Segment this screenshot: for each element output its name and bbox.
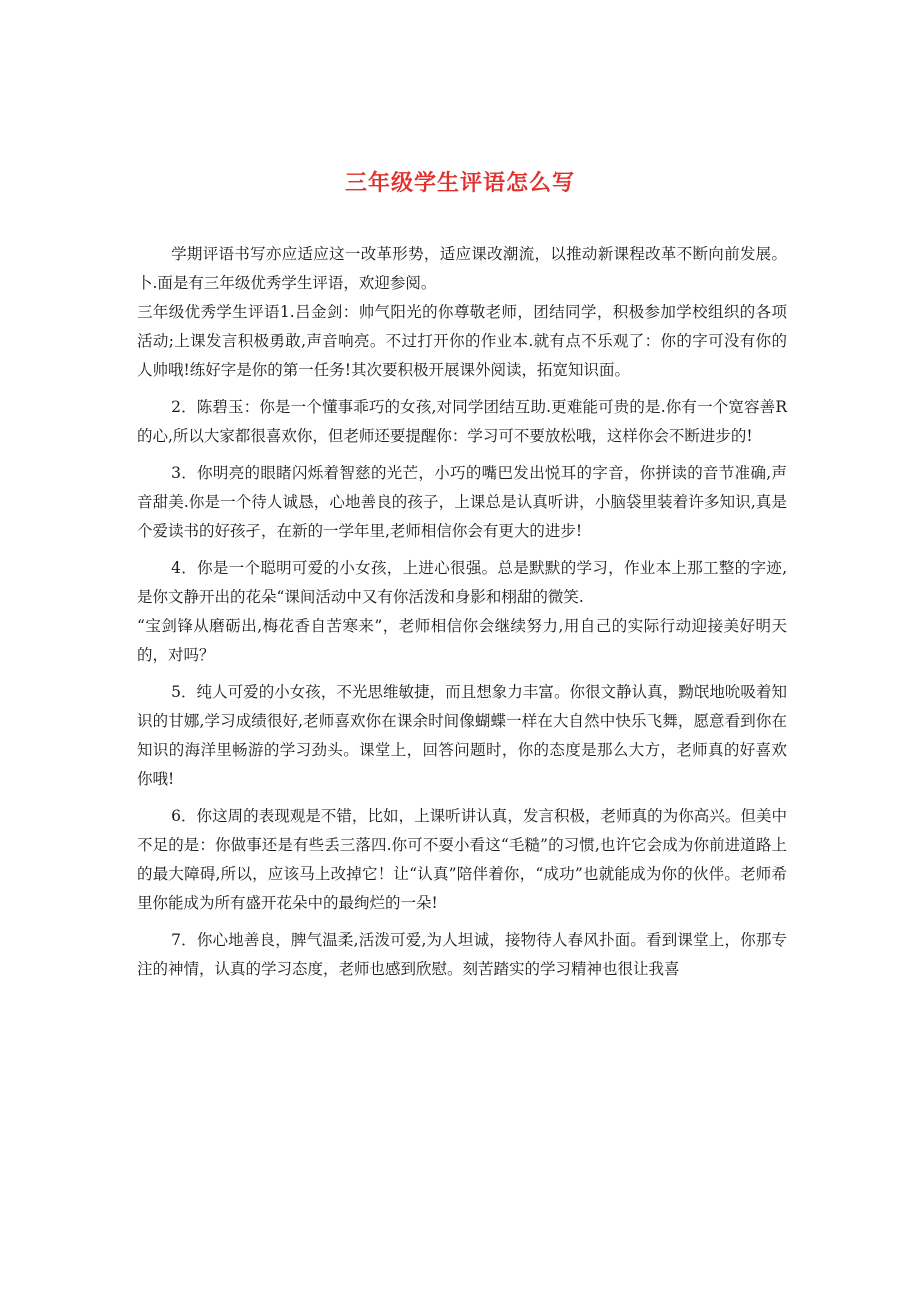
comment-paragraph-4-continued: “宝剑锋从磨砺出,梅花香自苦寒来”，老师相信你会继续努力,用自己的实际行动迎接美好明天的，对吗？: [137, 617, 787, 664]
comment-paragraph-6: 6．你这周的表现观是不错，比如，上课听讲认真，发言积极，老师真的为你高兴。但美中不足的是：你做事还是有些丢三落四.你可不耍小看这“毛糙”的习惯,也许它会成为你前进道路上的最大障碍,所以，应该马上改掉它！让“认真”陪伴着你，“成功”也就能成为你的伙伴。老师希里你能成为所有盛开花朵中的最绚烂的一朵!: [137, 807, 787, 912]
comment-paragraph-2: 2．陈碧玉：你是一个懂事乖巧的女孩,对同学团结互助.更难能可贵的是.你有一个宽容善R的心,所以大家都很喜欢你，但老师还要提醒你：学习可不要放松哦，这样你会不断进步的!: [137, 398, 787, 445]
comment-paragraph-5: 5．纯人可爱的小女孩，不光思维敏捷，而且想象力丰富。你很文静认真，黝氓地吮吸着知识的甘娜,学习成绩很好,老师喜欢你在课余时间像蝴蝶一样在大自然中快乐飞舞，愿意看到你在知识的海洋里畅游的学习劲头。课堂上，回答问题时，你的态度是那么大方，老师真的好喜欢你哦!: [137, 683, 787, 788]
comment-paragraph-7: 7．你心地善良，脾气温柔,活泼可爱,为人坦诚，接物待人春风扑面。看到课堂上，你那专注的神情，认真的学习态度，老师也感到欣慰。刻苦踏实的学习精神也很让我喜: [137, 931, 787, 978]
document-body: [137, 240, 787, 992]
comment-paragraph-4: 4．你是一个聪明可爱的小女孩，上进心很强。总是默默的学习，作业本上那工整的字迹,是你文静开出的花朵“课间活动中又有你活泼和身影和栩甜的微笑.: [137, 559, 787, 606]
comment-paragraph-1: 三年级优秀学生评语1.吕金剑：帅气阳光的你尊敬老师，团结同学，积极参加学校组织的各项活动;上课发言积极勇敢,声音响亮。不过打开你的作业本.就有点不乐观了：你的字可没有你的人帅哦!练好字是你的第一任务!其次要积极开展课外阅读，拓宽知识面。: [137, 303, 787, 379]
comment-paragraph-3: 3．你明亮的眼睹闪烁着智慈的光芒，小巧的嘴巴发出悦耳的字音，你拼读的音节准确,声音甜美.你是一个待人诚恳，心地善良的孩子，上课总是认真听讲，小脑袋里装着许多知识,真是个爱读书的好孩孑，在新的一学年里,老师相信你会有更大的进步!: [137, 464, 787, 540]
intro-paragraph: 学期评语书写亦应适应这一改革形势，适应课改潮流，以推动新课程改革不断向前发展。卜.面是有三年级优秀学生评语，欢迎参阅。: [137, 245, 787, 292]
document-title: 三年级学生评语怎么写: [344, 171, 575, 196]
